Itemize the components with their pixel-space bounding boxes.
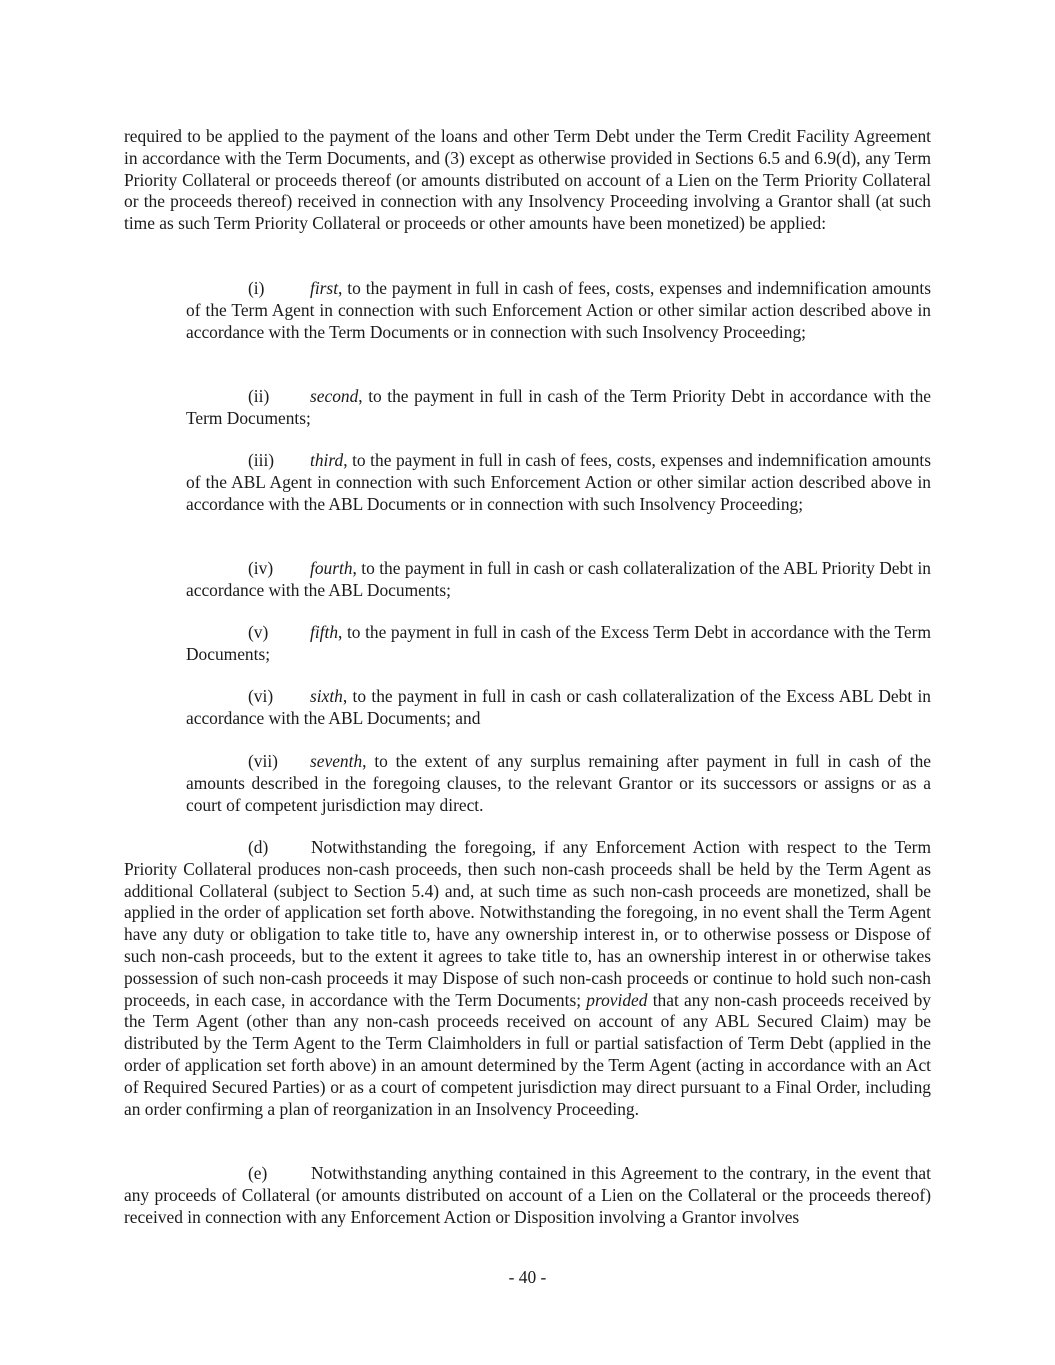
page-number: - 40 - <box>508 1267 547 1287</box>
clause-text: , to the payment in full in cash of the Excess Term Debt in accordance with the Term Documents; <box>186 622 931 664</box>
clause-ordinal: third <box>310 450 344 470</box>
paragraph-d <box>124 837 931 1120</box>
clause-ordinal: second <box>310 386 359 406</box>
clause-number: (vi) <box>248 686 274 706</box>
proviso-term: provided <box>586 989 648 1010</box>
clause-iii <box>186 450 931 515</box>
clause-text: , to the payment in full in cash of the Term Priority Debt in accordance with the Term Documents; <box>186 386 931 428</box>
paragraph-text: Notwithstanding the foregoing, if any Enforcement Action with respect to the Term Priority Collateral produces non-cash proceeds, then such non-cash proceeds shall be held by the Term Agent as additional Collateral (subject to Section 5.4) and, at such time as such non-cash proceeds are monetized, shall be applied in the order of application set forth above. Notwithstanding the foregoing, in no event shall the Term Agent have any duty or obligation to take title to, have any ownership interest in, or to otherwise possess or Dispose of such non-cash proceeds, but to the extent it agrees to take title to, has an ownership interest in or otherwise takes possession of such non-cash proceeds it may Dispose of such non-cash proceeds or continue to hold such non-cash proceeds, in each case, in accordance with the Term Documents; <box>124 837 931 1010</box>
paragraph-text-continued: that any non-cash proceeds received by the Term Agent (other than any non-cash proceeds received on account of any ABL Secured Claim) may be distributed by the Term Agent to the Term Claimholders in full or partial satisfaction of Term Debt (applied in the order of application set forth above) in an amount determined by the Term Agent (acting in accordance with an Act of Required Secured Parties) or as a court of competent jurisdiction may direct pursuant to a Final Order, including an order confirming a plan of reorganization in an Insolvency Proceeding. <box>124 989 931 1119</box>
clause-ii <box>186 386 931 430</box>
clause-number: (vii) <box>248 751 278 771</box>
intro-paragraph: required to be applied to the payment of the loans and other Term Debt under the Term Credit Facility Agreement in accordance with the Term Documents, and (3) except as otherwise provided in Sections 6.5 and 6.9(d), any Term Priority Collateral or proceeds thereof (or amounts distributed on account of a Lien on the Term Priority Collateral or the proceeds thereof) received in connection with any Insolvency Proceeding involving a Grantor shall (at such time as such Term Priority Collateral or proceeds or other amounts have been monetized) be applied: <box>124 126 931 234</box>
paragraph-e <box>124 1163 931 1228</box>
clause-ordinal: first <box>310 278 339 298</box>
clause-number: (ii) <box>248 386 270 406</box>
clause-ordinal: fourth <box>310 558 353 578</box>
clause-v <box>186 622 931 666</box>
paragraph-number: (e) <box>248 1163 268 1183</box>
clause-vii <box>186 751 931 816</box>
paragraph-text: Notwithstanding anything contained in this Agreement to the contrary, in the event that any proceeds of Collateral (or amounts distributed on account of a Lien on the Collateral or the proceeds thereof) received in connection with any Enforcement Action or Disposition involving a Grantor involves <box>124 1163 931 1227</box>
paragraph-number: (d) <box>248 837 269 857</box>
clause-text: , to the extent of any surplus remaining after payment in full in cash of the amounts described in the foregoing clauses, to the relevant Grantor or its successors or assigns or as a court of competent jurisdiction may direct. <box>186 751 931 815</box>
clause-vi <box>186 686 931 730</box>
clause-ordinal: fifth <box>310 622 339 642</box>
clause-ordinal: sixth <box>310 686 343 706</box>
clause-text: , to the payment in full in cash or cash collateralization of the ABL Priority Debt in accordance with the ABL Documents; <box>186 558 931 600</box>
clause-text: , to the payment in full in cash or cash collateralization of the Excess ABL Debt in accordance with the ABL Documents; and <box>186 686 931 728</box>
clause-number: (iii) <box>248 450 275 470</box>
clause-text: , to the payment in full in cash of fees, costs, expenses and indemnification amounts of the Term Agent in connection with such Enforcement Action or other similar action described above in accordance with the Term Documents or in connection with such Insolvency Proceeding; <box>186 278 931 342</box>
clause-i <box>186 278 931 343</box>
clause-ordinal: seventh <box>310 751 363 771</box>
clause-number: (i) <box>248 278 265 298</box>
clause-text: , to the payment in full in cash of fees, costs, expenses and indemnification amounts of the ABL Agent in connection with such Enforcement Action or other similar action described above in accordance with the ABL Documents or in connection with such Insolvency Proceeding; <box>186 450 931 514</box>
clause-iv <box>186 558 931 602</box>
clause-number: (iv) <box>248 558 274 578</box>
clause-number: (v) <box>248 622 269 642</box>
